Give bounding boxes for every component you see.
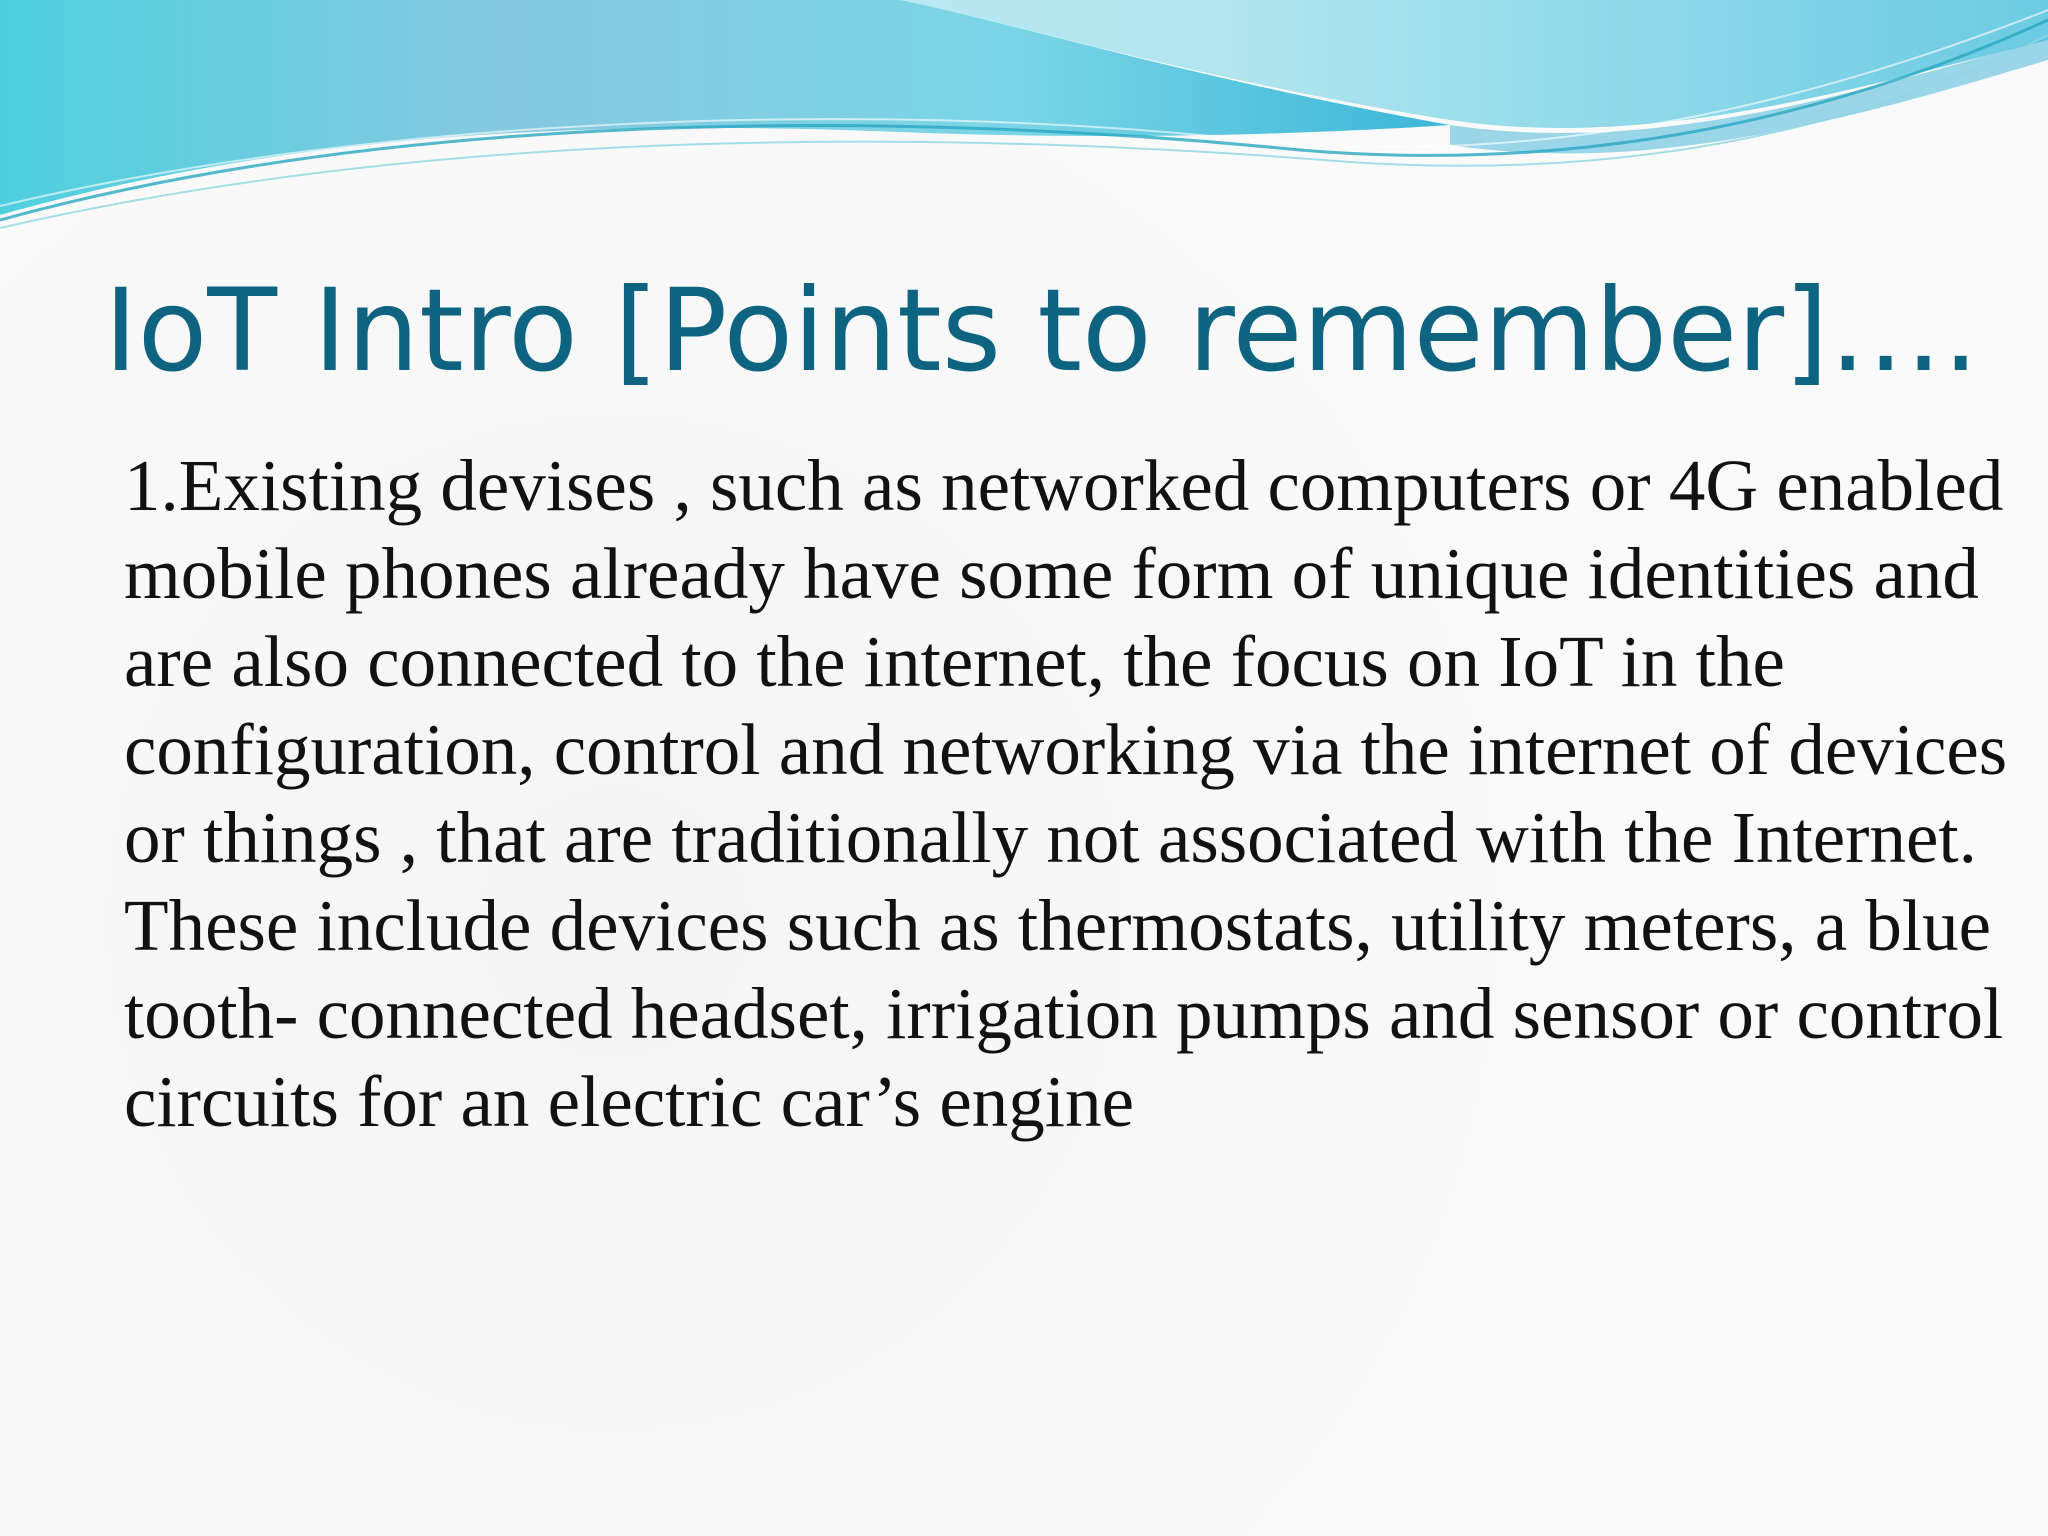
header-wave-decoration xyxy=(0,0,2048,240)
slide-title: IoT Intro [Points to remember]…. xyxy=(104,264,1979,397)
slide-body-text: 1.Existing devises , such as networked computers or 4G enabled mobile phones already have some form of unique identities and are also connected to the internet, the focus on IoT in the configuration, control and networking via the internet of devices or things , that are traditionally not associated with the Internet. These include devices such as thermostats, utility meters, a blue tooth- connected headset, irrigation pumps and sensor or control circuits for an electric car’s engine xyxy=(124,445,2008,1142)
